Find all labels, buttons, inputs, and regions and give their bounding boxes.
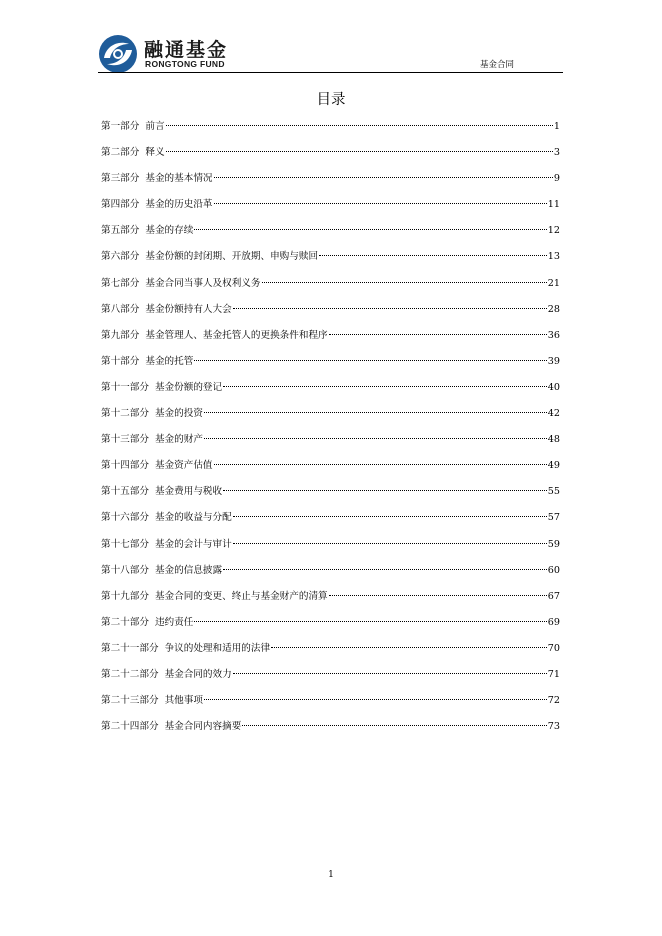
toc-dot-leader bbox=[233, 543, 547, 544]
toc-dot-leader bbox=[194, 621, 546, 622]
logo-chinese-name: 融通基金 bbox=[144, 39, 229, 61]
rongtong-logo-icon bbox=[98, 34, 138, 74]
toc-entry-part: 第二十部分 bbox=[101, 616, 149, 628]
toc-entry-title: 基金的收益与分配 bbox=[154, 512, 232, 524]
toc-entry-part: 第十七部分 bbox=[101, 538, 149, 550]
toc-entry-title: 基金份额的封闭期、开放期、申购与赎回 bbox=[145, 251, 319, 263]
toc-entry-title: 基金的投资 bbox=[154, 408, 203, 420]
toc-entry[interactable] bbox=[101, 539, 560, 565]
toc-entry-label bbox=[101, 721, 241, 733]
toc-entry-title: 其他事项 bbox=[164, 695, 203, 707]
toc-dot-leader bbox=[223, 490, 547, 491]
toc-entry[interactable] bbox=[101, 695, 560, 721]
table-of-contents bbox=[101, 121, 560, 747]
toc-entry-page: 11 bbox=[547, 199, 560, 211]
toc-entry-page: 73 bbox=[547, 721, 560, 733]
toc-dot-leader bbox=[233, 673, 547, 674]
toc-entry-label bbox=[101, 251, 318, 263]
logo-english-name: RONGTONG FUND bbox=[145, 59, 225, 69]
toc-entry[interactable] bbox=[101, 591, 560, 617]
toc-entry-part: 第十部分 bbox=[101, 355, 140, 367]
toc-entry-part: 第二十二部分 bbox=[101, 668, 159, 680]
toc-entry-page: 13 bbox=[547, 251, 560, 263]
toc-entry-part: 第二十三部分 bbox=[101, 695, 159, 707]
toc-dot-leader bbox=[262, 282, 547, 283]
toc-entry-part: 第八部分 bbox=[101, 303, 140, 315]
toc-entry-page: 67 bbox=[547, 590, 560, 602]
toc-entry-label bbox=[101, 512, 232, 524]
toc-entry-part: 第十六部分 bbox=[101, 512, 149, 524]
toc-entry-title: 基金的财产 bbox=[154, 434, 203, 446]
toc-dot-leader bbox=[204, 699, 547, 700]
toc-entry-part: 第十一部分 bbox=[101, 381, 149, 393]
toc-entry[interactable] bbox=[101, 382, 560, 408]
toc-entry-title: 释义 bbox=[145, 147, 165, 159]
toc-entry-part: 第七部分 bbox=[101, 277, 140, 289]
toc-entry-title: 争议的处理和适用的法律 bbox=[164, 642, 271, 654]
toc-dot-leader bbox=[242, 725, 546, 726]
toc-entry-page: 9 bbox=[553, 173, 560, 185]
toc-entry-title: 基金的托管 bbox=[145, 355, 194, 367]
toc-entry-label bbox=[101, 434, 203, 446]
toc-entry-page: 42 bbox=[547, 408, 560, 420]
toc-entry[interactable] bbox=[101, 721, 560, 747]
toc-entry-title: 基金份额的登记 bbox=[154, 381, 223, 393]
toc-entry-label bbox=[101, 199, 213, 211]
toc-entry-page: 70 bbox=[547, 642, 560, 654]
toc-entry-title: 基金资产估值 bbox=[154, 460, 213, 472]
toc-entry[interactable] bbox=[101, 173, 560, 199]
toc-entry[interactable] bbox=[101, 304, 560, 330]
toc-dot-leader bbox=[194, 360, 546, 361]
toc-dot-leader bbox=[233, 308, 547, 309]
toc-entry-part: 第十三部分 bbox=[101, 434, 149, 446]
toc-entry-part: 第十五部分 bbox=[101, 486, 149, 498]
toc-entry-label bbox=[101, 408, 203, 420]
toc-entry-title: 前言 bbox=[145, 121, 165, 132]
toc-entry-title: 基金的历史沿革 bbox=[145, 199, 213, 211]
toc-entry-label bbox=[101, 539, 232, 551]
toc-dot-leader bbox=[223, 386, 547, 387]
toc-entry-page: 48 bbox=[547, 434, 560, 446]
toc-entry-part: 第六部分 bbox=[101, 251, 140, 263]
toc-entry-part: 第十四部分 bbox=[101, 460, 149, 472]
toc-entry-page: 59 bbox=[547, 538, 560, 550]
toc-dot-leader bbox=[223, 569, 547, 570]
toc-entry-part: 第三部分 bbox=[101, 173, 140, 185]
toc-entry-page: 57 bbox=[547, 512, 560, 524]
toc-entry[interactable] bbox=[101, 669, 560, 695]
toc-dot-leader bbox=[204, 438, 547, 439]
document-title-header: 基金合同 bbox=[479, 60, 514, 70]
toc-entry-page: 60 bbox=[547, 564, 560, 576]
toc-entry-title: 基金合同的效力 bbox=[164, 668, 232, 680]
toc-entry-label bbox=[101, 356, 193, 368]
toc-entry-title: 基金费用与税收 bbox=[154, 486, 223, 498]
toc-entry-label bbox=[101, 278, 261, 290]
toc-entry[interactable] bbox=[101, 147, 560, 173]
toc-dot-leader bbox=[271, 647, 547, 648]
toc-entry[interactable] bbox=[101, 278, 560, 304]
toc-entry-page: 36 bbox=[547, 329, 560, 341]
toc-entry-part: 第二十一部分 bbox=[101, 642, 159, 654]
toc-entry-page: 39 bbox=[547, 355, 560, 367]
toc-dot-leader bbox=[166, 125, 553, 126]
toc-entry-part: 第十二部分 bbox=[101, 408, 149, 420]
toc-entry-page: 1 bbox=[553, 121, 560, 132]
toc-entry[interactable] bbox=[101, 408, 560, 434]
toc-entry-page: 55 bbox=[547, 486, 560, 498]
toc-entry-label bbox=[101, 147, 165, 159]
toc-entry-label bbox=[101, 565, 222, 577]
toc-entry-title: 基金的会计与审计 bbox=[154, 538, 232, 550]
page-number: 1 bbox=[328, 870, 334, 880]
toc-dot-leader bbox=[214, 203, 547, 204]
toc-entry-title: 违约责任 bbox=[154, 616, 194, 628]
toc-entry[interactable] bbox=[101, 251, 560, 277]
toc-entry[interactable] bbox=[101, 199, 560, 225]
toc-entry[interactable] bbox=[101, 356, 560, 382]
toc-entry-page: 40 bbox=[547, 381, 560, 393]
toc-entry[interactable] bbox=[101, 486, 560, 512]
toc-entry-page: 3 bbox=[553, 147, 560, 159]
toc-dot-leader bbox=[204, 412, 547, 413]
toc-entry-title: 基金管理人、基金托管人的更换条件和程序 bbox=[145, 329, 328, 341]
toc-entry-label bbox=[101, 695, 203, 707]
toc-entry-title: 基金合同当事人及权利义务 bbox=[145, 277, 261, 289]
toc-entry[interactable] bbox=[101, 643, 560, 669]
toc-entry[interactable] bbox=[101, 617, 560, 643]
toc-dot-leader bbox=[329, 334, 547, 335]
toc-entry-part: 第九部分 bbox=[101, 329, 140, 341]
toc-entry-title: 基金合同内容摘要 bbox=[164, 721, 242, 733]
toc-entry-part: 第二十四部分 bbox=[101, 721, 159, 733]
toc-entry-label bbox=[101, 382, 222, 394]
toc-entry-label bbox=[101, 330, 328, 342]
toc-entry-title: 基金的基本情况 bbox=[145, 173, 213, 185]
toc-entry[interactable] bbox=[101, 434, 560, 460]
toc-entry-label bbox=[101, 173, 213, 185]
toc-entry-part: 第四部分 bbox=[101, 199, 140, 211]
toc-entry-title: 基金的信息披露 bbox=[154, 564, 223, 576]
toc-entry-label bbox=[101, 669, 232, 681]
toc-entry-label bbox=[101, 486, 222, 498]
toc-entry[interactable] bbox=[101, 121, 560, 147]
toc-entry-label bbox=[101, 460, 213, 472]
toc-entry-part: 第十九部分 bbox=[101, 590, 149, 602]
toc-dot-leader bbox=[233, 516, 547, 517]
toc-entry[interactable] bbox=[101, 460, 560, 486]
toc-entry-page: 71 bbox=[547, 668, 560, 680]
toc-entry[interactable] bbox=[101, 330, 560, 356]
toc-entry-page: 72 bbox=[547, 695, 560, 707]
toc-dot-leader bbox=[214, 177, 553, 178]
toc-heading: 目录 bbox=[316, 92, 346, 108]
toc-entry-title: 基金合同的变更、终止与基金财产的清算 bbox=[154, 590, 328, 602]
toc-entry-label bbox=[101, 617, 193, 629]
toc-entry-page: 12 bbox=[547, 225, 560, 237]
toc-entry-title: 基金的存续 bbox=[145, 225, 194, 237]
toc-entry-page: 28 bbox=[547, 303, 560, 315]
toc-entry-part: 第五部分 bbox=[101, 225, 140, 237]
toc-dot-leader bbox=[194, 229, 546, 230]
toc-entry[interactable] bbox=[101, 565, 560, 591]
toc-dot-leader bbox=[214, 464, 547, 465]
toc-entry-part: 第十八部分 bbox=[101, 564, 149, 576]
toc-entry-page: 49 bbox=[547, 460, 560, 472]
toc-entry-label bbox=[101, 304, 232, 316]
toc-entry[interactable] bbox=[101, 225, 560, 251]
toc-entry-title: 基金份额持有人大会 bbox=[145, 303, 232, 315]
toc-entry-label bbox=[101, 591, 328, 603]
company-logo bbox=[98, 34, 248, 74]
toc-entry-label bbox=[101, 121, 165, 133]
toc-entry-part: 第二部分 bbox=[101, 147, 140, 159]
toc-entry[interactable] bbox=[101, 512, 560, 538]
toc-dot-leader bbox=[166, 151, 553, 152]
toc-entry-part: 第一部分 bbox=[101, 121, 140, 132]
toc-dot-leader bbox=[319, 255, 547, 256]
toc-entry-page: 69 bbox=[547, 616, 560, 628]
toc-dot-leader bbox=[329, 595, 547, 596]
toc-entry-label bbox=[101, 643, 270, 655]
toc-entry-label bbox=[101, 225, 193, 237]
toc-entry-page: 21 bbox=[547, 277, 560, 289]
header-divider bbox=[98, 72, 563, 73]
